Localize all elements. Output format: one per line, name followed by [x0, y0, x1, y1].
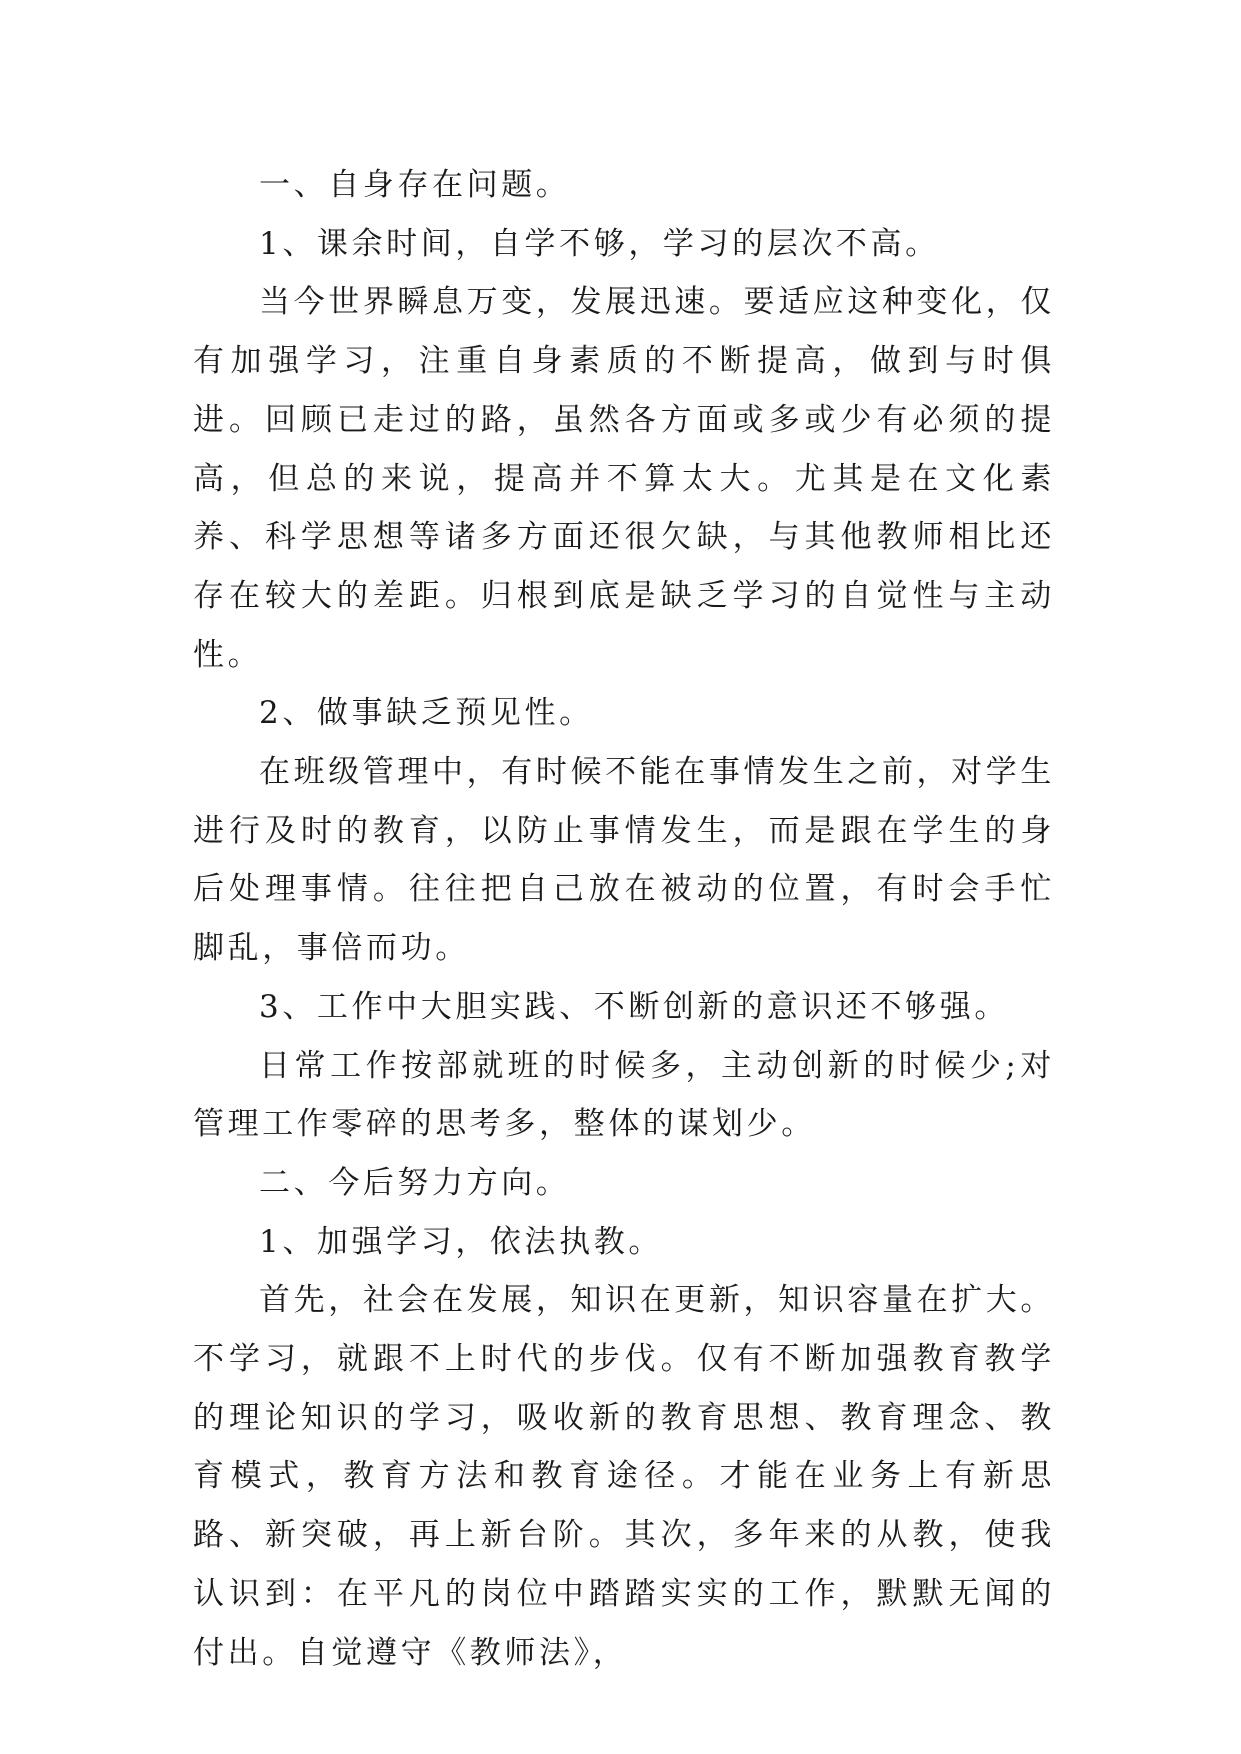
heading-self-problems: 一、自身存在问题。	[259, 167, 571, 203]
paragraph-strengthen-learning: 首先，社会在发展，知识在更新，知识容量在扩大。不学习，就跟不上时代的步伐。仅有不断加强教育教学的理论知识的学习，吸收新的教育思想、教育理念、教育模式，教育方法和教育途径。才能在业务上有新思路、新突破，再上新台阶。其次，多年来的从教，使我认识到：在平凡的岗位中踏踏实实的工作，默默无闻的付出。自觉遵守《教师法》，	[193, 1282, 1055, 1671]
subheading-innovation: 3、工作中大胆实践、不断创新的意识还不够强。	[259, 988, 1009, 1025]
subheading-self-study: 1、课余时间，自学不够，学习的层次不高。	[259, 225, 940, 262]
document-body	[193, 156, 1055, 1682]
paragraph-self-study: 当今世界瞬息万变，发展迅速。要适应这种变化，仅有加强学习，注重自身素质的不断提高，做到与时俱进。回顾已走过的路，虽然各方面或多或少有必须的提高，但总的来说，提高并不算太大。尤其是在文化素养、科学思想等诸多方面还很欠缺，与其他教师相比还存在较大的差距。归根到底是缺乏学习的自觉性与主动性。	[193, 284, 1055, 673]
subheading-strengthen-learning: 1、加强学习，依法执教。	[259, 1223, 663, 1260]
paragraph-innovation: 日常工作按部就班的时候多，主动创新的时候少;对管理工作零碎的思考多，整体的谋划少。	[193, 1047, 1055, 1143]
paragraph-foresight: 在班级管理中，有时候不能在事情发生之前，对学生进行及时的教育，以防止事情发生，而是跟在学生的身后处理事情。往往把自己放在被动的位置，有时会手忙脚乱，事倍而功。	[193, 754, 1055, 967]
heading-future-direction: 二、今后努力方向。	[259, 1164, 571, 1201]
subheading-foresight: 2、做事缺乏预见性。	[259, 695, 594, 732]
